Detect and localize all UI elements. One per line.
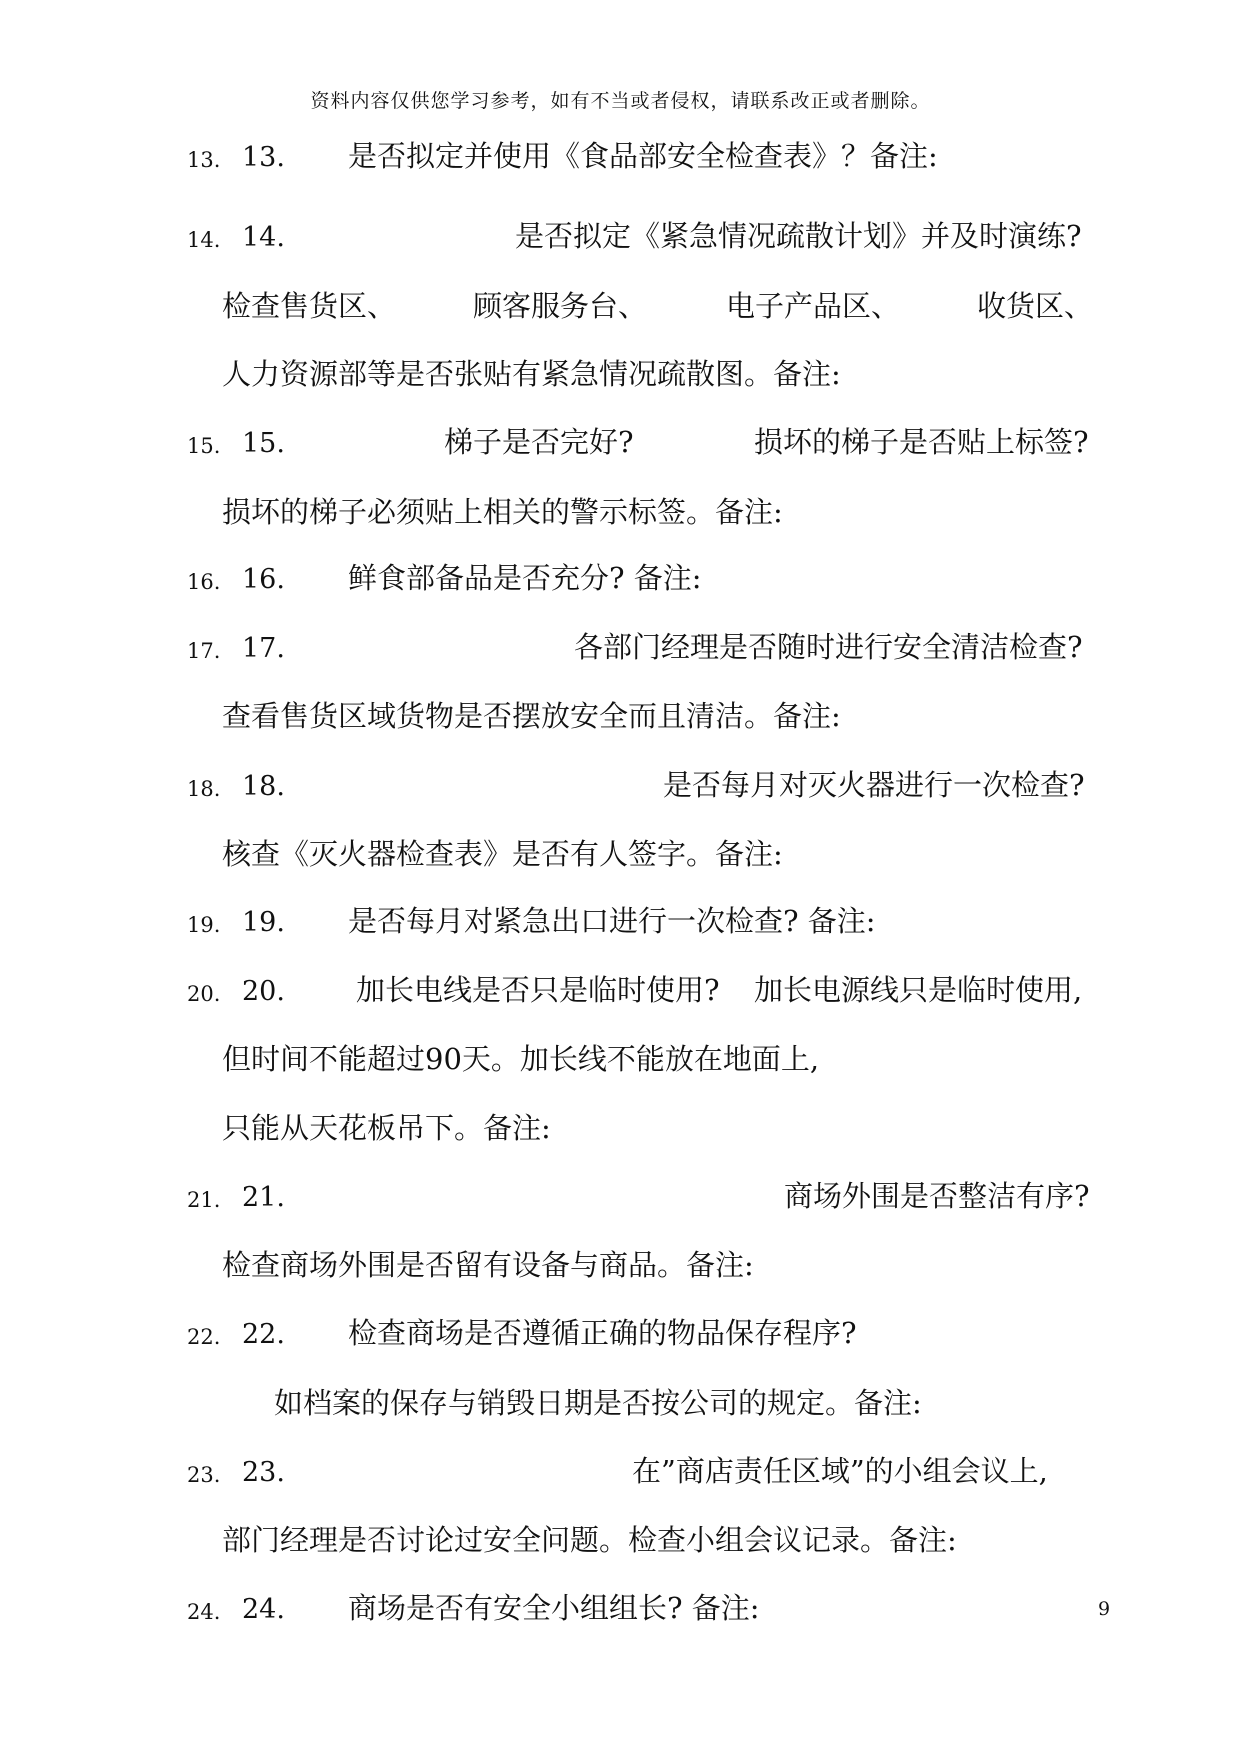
item-text: 是否拟定《紧急情况疏散计划》并及时演练? xyxy=(515,219,1082,253)
item-text: 损坏的梯子必须贴上相关的警示标签。备注: xyxy=(222,495,783,529)
list-number: 18. xyxy=(187,777,221,801)
item-text: 梯子是否完好? xyxy=(444,425,634,459)
page-number: 9 xyxy=(1098,1598,1111,1620)
list-number: 24. xyxy=(187,1600,221,1624)
item-text: 是否每月对紧急出口进行一次检查? 备注: xyxy=(348,904,876,938)
list-number: 17. xyxy=(187,639,221,663)
item-text: 是否拟定并使用《食品部安全检查表》？备注: xyxy=(348,139,938,173)
list-number: 13. xyxy=(187,148,221,172)
item-text: 各部门经理是否随时进行安全清洁检查? xyxy=(574,630,1083,664)
list-number: 19. xyxy=(187,913,221,937)
item-text: 电子产品区、 xyxy=(726,289,901,323)
item-text: 只能从天花板吊下。备注: xyxy=(222,1111,551,1145)
item-text: 部门经理是否讨论过安全问题。检查小组会议记录。备注: xyxy=(222,1523,957,1557)
item-number: 15. xyxy=(242,428,285,459)
item-number: 21. xyxy=(242,1182,285,1213)
item-text: 加长电源线只是临时使用, xyxy=(754,973,1083,1007)
item-text: 人力资源部等是否张贴有紧急情况疏散图。备注: xyxy=(222,357,841,391)
item-text: 检查商场是否遵循正确的物品保存程序? xyxy=(348,1316,857,1350)
item-number: 18. xyxy=(242,771,285,802)
item-text: 检查售货区、 xyxy=(222,289,397,323)
item-number: 22. xyxy=(242,1319,285,1350)
item-text: 商场是否有安全小组组长? 备注: xyxy=(348,1591,760,1625)
item-number: 13. xyxy=(242,142,285,173)
list-number: 14. xyxy=(187,228,221,252)
item-number: 17. xyxy=(242,633,285,664)
list-number: 22. xyxy=(187,1325,221,1349)
item-text: 鲜食部备品是否充分? 备注: xyxy=(348,561,702,595)
item-number: 24. xyxy=(242,1594,285,1625)
item-number: 23. xyxy=(242,1457,285,1488)
item-text: 加长电线是否只是临时使用? xyxy=(356,973,720,1007)
item-text: 如档案的保存与销毁日期是否按公司的规定。备注: xyxy=(274,1386,922,1420)
list-number: 16. xyxy=(187,570,221,594)
item-number: 20. xyxy=(242,976,285,1007)
item-text: 但时间不能超过90天。加长线不能放在地面上, xyxy=(222,1042,820,1076)
item-text: 商场外围是否整洁有序? xyxy=(784,1179,1090,1213)
item-text: 核查《灭火器检查表》是否有人签字。备注: xyxy=(222,837,783,871)
item-text: 查看售货区域货物是否摆放安全而且清洁。备注: xyxy=(222,699,841,733)
item-number: 16. xyxy=(242,564,285,595)
list-number: 15. xyxy=(187,434,221,458)
list-number: 23. xyxy=(187,1463,221,1487)
list-number: 20. xyxy=(187,982,221,1006)
page-header-notice: 资料内容仅供您学习参考，如有不当或者侵权，请联系改正或者删除。 xyxy=(310,90,931,112)
item-text: 顾客服务台、 xyxy=(473,289,648,323)
item-text: 在”商店责任区域”的小组会议上, xyxy=(632,1454,1048,1488)
list-number: 21. xyxy=(187,1188,221,1212)
item-text: 收货区、 xyxy=(977,289,1094,323)
item-text: 损坏的梯子是否贴上标签? xyxy=(754,425,1089,459)
item-number: 19. xyxy=(242,907,285,938)
item-number: 14. xyxy=(242,222,285,253)
item-text: 是否每月对灭火器进行一次检查? xyxy=(663,768,1085,802)
item-text: 检查商场外围是否留有设备与商品。备注: xyxy=(222,1248,754,1282)
